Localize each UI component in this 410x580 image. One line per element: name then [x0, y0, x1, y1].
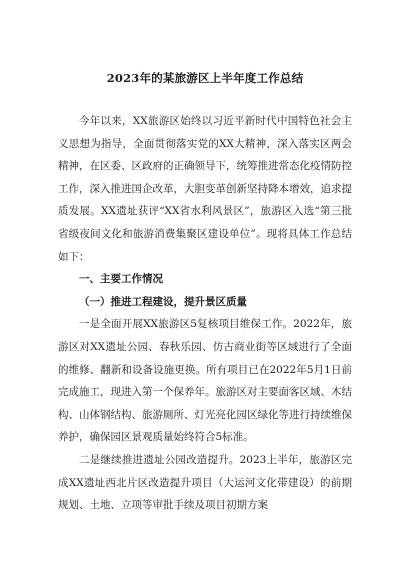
subsection-heading: （一）推进工程建设，提升景区质量: [79, 295, 247, 308]
body-paragraph: 二是继续推进遗址公园改造提升。2023上半年，旅游区完成XX遗址西北片区改造提升项目（大运河文化带建设）的前期规划、土地、立项等审批手续及项目初期方案: [58, 453, 352, 512]
document-title: 2023年的某旅游区上半年度工作总结: [106, 71, 304, 85]
body-paragraph: 一是全面开展XX旅游区5复核项目维保工作。2022年，旅游区对XX遗址公园、春秋乐园、仿古商业街等区域进行了全面的维修、翻新和设备设施更换。所有项目已在2022年5月1日前完成施工，现进入第一个保养年。旅游区对主要面客区域、木结构、山体钢结构、旅游厕所、灯光亮化园区绿化等进行持续维保养护，确保园区景观质量始终符合5标准。: [58, 318, 352, 444]
document-body: [58, 110, 352, 517]
intro-paragraph: 今年以来，XX旅游区始终以习近平新时代中国特色社会主义思想为指导，全面贯彻落实党的XX大精神，深入落实区两会精神，在区委、区政府的正确领导下，统筹推进常态化疫情防控工作，深入推进国企改革，大胆变革创新坚持降本增效，追求提质发展。XX遗址获评“XX省水利风景区”，旅游区入选“第三批省级夜间文化和旅游消费集聚区建设单位”。现将具体工作总结如下：: [58, 115, 352, 263]
section-heading: 一、主要工作情况: [79, 273, 163, 286]
